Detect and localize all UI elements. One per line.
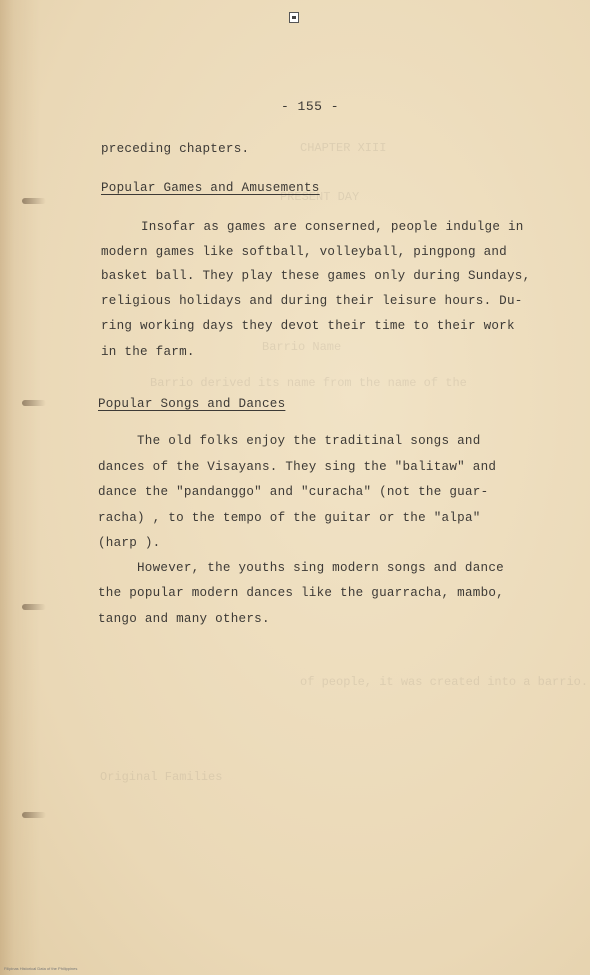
scan-footer: Filipinas Historical Data of the Philippines — [4, 966, 78, 971]
text-line: modern games like softball, volleyball, pingpong and — [101, 245, 507, 259]
text-line: The old folks enjoy the traditinal songs and — [137, 434, 481, 448]
text-line: the popular modern dances like the guarracha, mambo, — [98, 586, 504, 600]
page-number: - 155 - — [280, 99, 340, 114]
text-line: in the farm. — [101, 345, 195, 359]
section-heading-songs: Popular Songs and Dances — [98, 397, 286, 411]
section-heading-games: Popular Games and Amusements — [101, 181, 320, 195]
text-line: racha) , to the tempo of the guitar or the "alpa" — [98, 511, 481, 525]
text-line: Insofar as games are conserned, people indulge in — [141, 220, 524, 234]
text-line: religious holidays and during their leisure hours. Du- — [101, 294, 523, 308]
text-line: dances of the Visayans. They sing the "balitaw" and — [98, 460, 497, 474]
text-line: dance the "pandanggo" and "curacha" (not the guar- — [98, 485, 489, 499]
text-line: basket ball. They play these games only during Sundays, — [101, 269, 531, 283]
text-line: tango and many others. — [98, 612, 270, 626]
page-corner-mark — [289, 12, 299, 23]
text-line: preceding chapters. — [101, 142, 250, 156]
text-line: (harp ). — [98, 536, 161, 550]
text-line: ring working days they devot their time to their work — [101, 319, 515, 333]
text-line: However, the youths sing modern songs and dance — [137, 561, 504, 575]
